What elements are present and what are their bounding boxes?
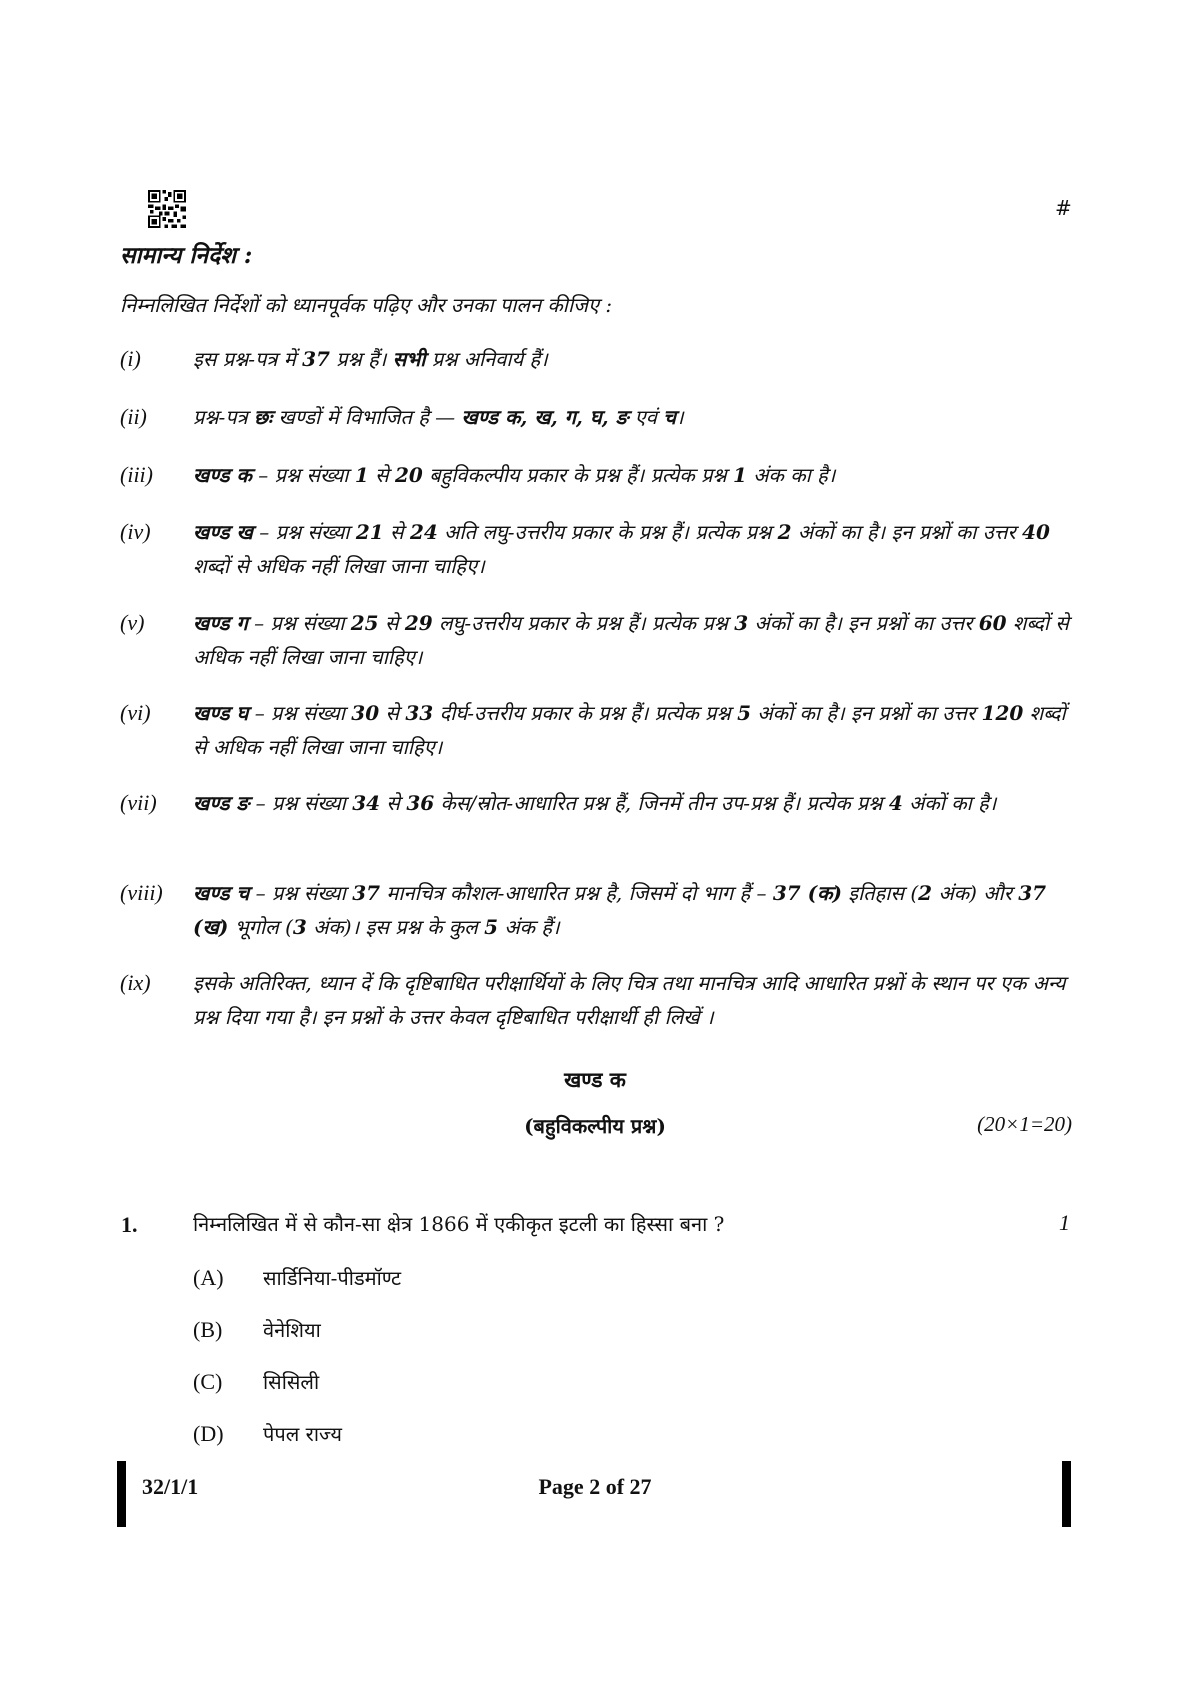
instruction-number: (viii) (120, 880, 163, 905)
instruction-item (120, 458, 1070, 492)
option-label: (A) (193, 1265, 224, 1290)
instruction-text: खण्ड ख – प्रश्न संख्या 21 से 24 अति लघु-उत्तरीय प्रकार के प्रश्न हैं। प्रत्येक प्रश्न 2 अंकों का है। इन प्रश्नों का उत्तर 40 शब्दों से अधिक नहीं लिखा जाना चाहिए। (193, 520, 1050, 578)
paper-code: 32/1/1 (142, 1474, 199, 1499)
instruction-number: (ii) (120, 404, 147, 429)
option-label: (C) (193, 1369, 223, 1394)
instruction-item (120, 966, 1070, 1034)
header-hash-mark: # (1055, 196, 1072, 220)
instruction-number: (v) (120, 610, 145, 635)
instruction-text: खण्ड ग – प्रश्न संख्या 25 से 29 लघु-उत्तरीय प्रकार के प्रश्न हैं। प्रत्येक प्रश्न 3 अंकों का है। इन प्रश्नों का उत्तर 60 शब्दों से अधिक नहीं लिखा जाना चाहिए। (193, 611, 1069, 669)
instruction-item (120, 876, 1070, 944)
instruction-item (120, 400, 1070, 434)
section-title: खण्ड क (564, 1067, 626, 1092)
option-label: (B) (193, 1317, 223, 1342)
question-text: निम्नलिखित में से कौन-सा क्षेत्र 1866 में एकीकृत इटली का हिस्सा बना ? (193, 1212, 725, 1236)
option-text: सार्डिनिया-पीडमॉण्ट (263, 1266, 402, 1290)
instruction-item (120, 515, 1070, 583)
option-text: सिसिली (263, 1370, 320, 1394)
instruction-text: खण्ड ङ – प्रश्न संख्या 34 से 36 केस/स्रोत-आधारित प्रश्न हैं, जिनमें तीन उप-प्रश्न हैं। प्रत्येक प्रश्न 4 अंकों का है। (193, 791, 997, 815)
instruction-text: खण्ड क – प्रश्न संख्या 1 से 20 बहुविकल्पीय प्रकार के प्रश्न हैं। प्रत्येक प्रश्न 1 अंक का है। (193, 463, 836, 487)
option-c (193, 1368, 319, 1395)
general-instructions-intro: निम्नलिखित निर्देशों को ध्यानपूर्वक पढ़िए और उनका पालन कीजिए : (120, 293, 613, 317)
instruction-item (120, 696, 1070, 764)
instruction-text: खण्ड घ – प्रश्न संख्या 30 से 33 दीर्घ-उत्तरीय प्रकार के प्रश्न हैं। प्रत्येक प्रश्न 5 अंकों का है। इन प्रश्नों का उत्तर 120 शब्दों से अधिक नहीं लिखा जाना चाहिए। (193, 701, 1066, 759)
instruction-number: (vi) (120, 700, 151, 725)
option-a (193, 1264, 401, 1291)
page-number: Page 2 of 27 (538, 1474, 652, 1499)
instruction-item (120, 786, 1070, 820)
instruction-number: (vii) (120, 790, 157, 815)
option-d (193, 1420, 342, 1447)
section-marks: (20×1=20) (977, 1112, 1072, 1136)
qr-code-icon (148, 190, 186, 228)
option-label: (D) (193, 1421, 224, 1446)
instruction-number: (iii) (120, 462, 153, 487)
question-number: 1. (121, 1212, 138, 1237)
option-text: वेनेशिया (263, 1318, 321, 1342)
instruction-text: इस प्रश्न-पत्र में 37 प्रश्न हैं। सभी प्रश्न अनिवार्य हैं। (193, 347, 548, 371)
section-subtitle: (बहुविकल्पीय प्रश्न) (524, 1114, 666, 1138)
instruction-number: (ix) (120, 970, 151, 995)
instruction-item (120, 342, 1070, 376)
option-text: पेपल राज्य (263, 1422, 343, 1446)
option-b (193, 1316, 321, 1343)
question-marks: 1 (1059, 1210, 1070, 1235)
instruction-number: (iv) (120, 519, 151, 544)
instruction-text: खण्ड च – प्रश्न संख्या 37 मानचित्र कौशल-आधारित प्रश्न है, जिसमें दो भाग हैं – 37 (क) इतिहास (2 अंक) और 37 (ख) भूगोल (3 अंक)। इस प्रश्न के कुल 5 अंक हैं। (193, 881, 1047, 939)
instruction-text: प्रश्न-पत्र छः खण्डों में विभाजित है — खण्ड क, ख, ग, घ, ङ एवं च। (193, 405, 684, 429)
instruction-item (120, 606, 1070, 674)
instruction-number: (i) (120, 346, 141, 371)
general-instructions-title: सामान्य निर्देश : (120, 242, 253, 269)
instruction-text: इसके अतिरिक्त, ध्यान दें कि दृष्टिबाधित परीक्षार्थियों के लिए चित्र तथा मानचित्र आदि आधारित प्रश्नों के स्थान पर एक अन्य प्रश्न दिया गया है। इन प्रश्नों के उत्तर केवल दृष्टिबाधित परीक्षार्थी ही लिखें । (193, 971, 1066, 1029)
